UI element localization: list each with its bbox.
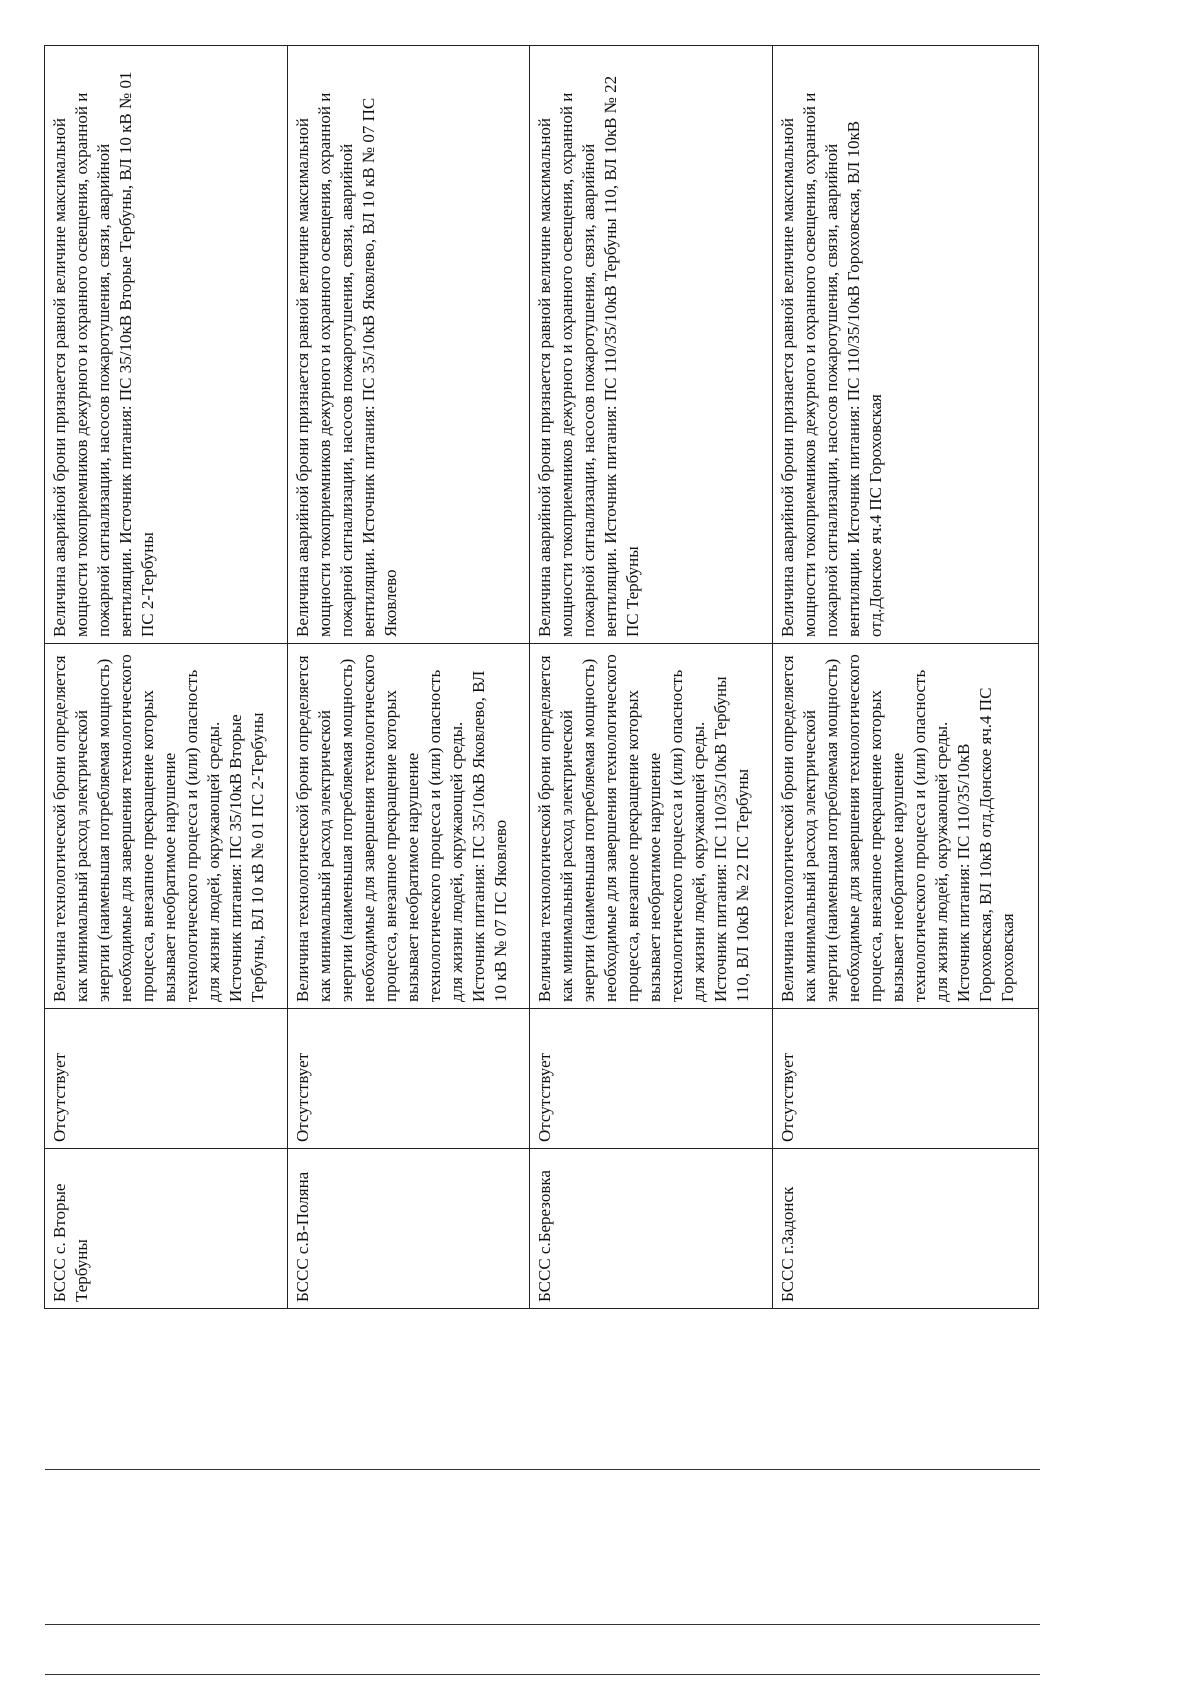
emergency-reserve-cell: [772, 46, 1038, 644]
emergency-reserve-text: Величина аварийной брони признается равной величине максимальной мощности токоприемников дежурного и охранного освещения, охранной и пожарной сигнализации, насосов пожаротушения, связи, аварийной вентиляции. Источник питания: ПС 35/10кВ Вторые Тербуны, ВЛ 10 кВ № 01 ПС 2-Тербуны: [50, 71, 157, 637]
facility-name: БССС с.Березовка: [535, 1170, 555, 1302]
emergency-reserve-cell: [287, 46, 530, 644]
reversal-cell: [287, 1009, 530, 1149]
tech-reserve-cell: [772, 644, 1038, 1009]
table-row: [287, 46, 530, 1309]
horizontal-divider: [45, 1469, 1040, 1470]
table-row: [530, 46, 773, 1309]
reversal-status: Отсутствует: [535, 1052, 555, 1142]
tech-reserve-cell: [530, 644, 773, 1009]
tech-reserve-text: Величина технологической брони определяется как минимальный расход электрической энергии (наименьшая потребляемая мощность) необходимые для завершения технологического процесса, внезапное прекращение которых вызывает необратимое нарушение технологического процесса и (или) опасность для жизни людей, окружающей среды. Источник питания: ПС 35/10кВ Вторые Тербуны, ВЛ 10 кВ № 01 ПС 2-Тербуны: [50, 654, 267, 1002]
tech-reserve-text: Величина технологической брони определяется как минимальный расход электрической энергии (наименьшая потребляемая мощность) необходимые для завершения технологического процесса, внезапное прекращение которых вызывает необратимое нарушение технологического процесса и (или) опасность для жизни людей, окружающей среды. Источник питания: ПС 35/10кВ Яковлево, ВЛ 10 кВ № 07 ПС Яковлево: [292, 654, 510, 1002]
reversal-status: Отсутствует: [292, 1052, 312, 1142]
rotated-table-container: [44, 46, 1039, 1309]
facility-name: БССС г.Задонск: [777, 1186, 797, 1302]
tech-reserve-cell: [287, 644, 530, 1009]
table-row: [772, 46, 1038, 1309]
power-reserve-table: [44, 45, 1039, 1309]
facility-name-cell: [45, 1149, 288, 1309]
facility-name-cell: [530, 1149, 773, 1309]
emergency-reserve-cell: [530, 46, 773, 644]
tech-reserve-text: Величина технологической брони определяется как минимальный расход электрической энергии (наименьшая потребляемая мощность) необходимые для завершения технологического процесса, внезапное прекращение которых вызывает необратимое нарушение технологического процесса и (или) опасность для жизни людей, окружающей среды. Источник питания: ПС 110/35/10кВ Гороховская, ВЛ 10кВ отд.Донское яч.4 ПС Гороховская: [777, 654, 1017, 1002]
tech-reserve-cell: [45, 644, 288, 1009]
reversal-status: Отсутствует: [777, 1052, 797, 1142]
reversal-status: Отсутствует: [50, 1052, 69, 1142]
reversal-cell: [530, 1009, 773, 1149]
emergency-reserve-text: Величина аварийной брони признается равной величине максимальной мощности токоприемников дежурного и охранного освещения, охранной и пожарной сигнализации, насосов пожаротушения, связи, аварийной вентиляции. Источник питания: ПС 110/35/10кВ Гороховская, ВЛ 10кВ отд.Донское яч.4 ПС Гороховская: [777, 92, 885, 637]
facility-name: БССС с.В-Поляна: [292, 1171, 312, 1302]
facility-name-cell: [772, 1149, 1038, 1309]
table-row: [45, 46, 288, 1309]
facility-name-cell: [287, 1149, 530, 1309]
tech-reserve-text: Величина технологической брони определяется как минимальный расход электрической энергии (наименьшая потребляемая мощность) необходимые для завершения технологического процесса, внезапное прекращение которых вызывает необратимое нарушение технологического процесса и (или) опасность для жизни людей, окружающей среды. Источник питания: ПС 110/35/10кВ Тербуны 110, ВЛ 10кВ № 22 ПС Тербуны: [535, 654, 753, 1002]
facility-name: БССС с. Вторые Тербуны: [50, 1183, 91, 1302]
reversal-cell: [45, 1009, 288, 1149]
horizontal-divider: [45, 1624, 1040, 1625]
emergency-reserve-cell: [45, 46, 288, 644]
emergency-reserve-text: Величина аварийной брони признается равной величине максимальной мощности токоприемников дежурного и охранного освещения, охранной и пожарной сигнализации, насосов пожаротушения, связи, аварийной вентиляции. Источник питания: ПС 35/10кВ Яковлево, ВЛ 10 кВ № 07 ПС Яковлево: [292, 92, 400, 637]
emergency-reserve-text: Величина аварийной брони признается равной величине максимальной мощности токоприемников дежурного и охранного освещения, охранной и пожарной сигнализации, насосов пожаротушения, связи, аварийной вентиляции. Источник питания: ПС 110/35/10кВ Тербуны 110, ВЛ 10кВ № 22 ПС Тербуны: [535, 75, 643, 637]
reversal-cell: [772, 1009, 1038, 1149]
horizontal-divider: [45, 1674, 1040, 1675]
